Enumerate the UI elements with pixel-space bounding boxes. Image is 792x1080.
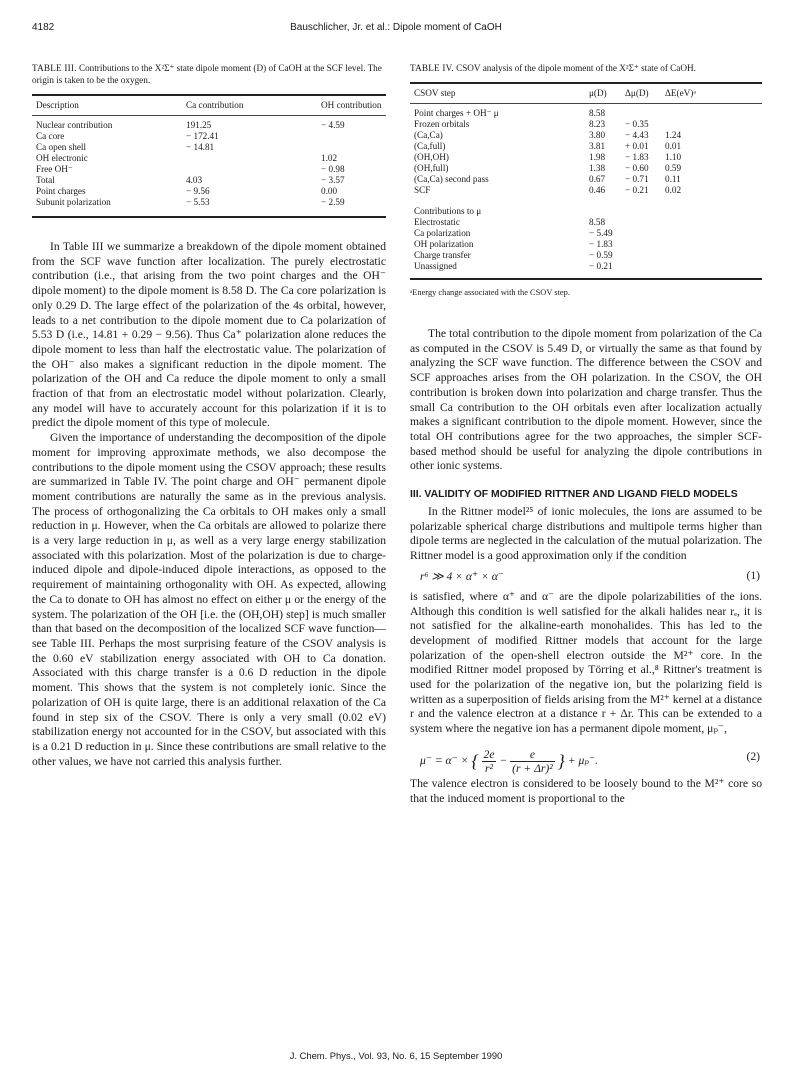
table3-oh-cell: − 4.59 bbox=[321, 120, 345, 130]
table4-step-cell: (Ca,Ca) second pass bbox=[414, 174, 489, 184]
table4-contrib-label-cell: OH polarization bbox=[414, 239, 474, 249]
right-paragraph-1: The total contribution to the dipole moment from polarization of the Ca as computed in the CSOV is 5.49 D, or virtually the same as that found by analyzing the SCF wave function. The difference between the CSOV and SCF approaches arises from the OH polarization. In the CSOV, the OH contribution is broken down into polarization and charge transfer. Thus the small Ca contribution to the OH orbitals even after localization actually makes a significant contribution to the dipole moment. However, since the total OH contributions agree for the two approaches, the simpler SCF-based method should be useful for analyzing the dipole contributions in other ionic systems. bbox=[410, 327, 762, 473]
equation-1-number: (1) bbox=[746, 568, 760, 582]
right-paragraph-4: The valence electron is considered to be loosely bound to the M²⁺ core so that the induced moment is proportional to the bbox=[410, 776, 762, 805]
equation-2-frac-2-num: e bbox=[510, 748, 555, 762]
table4-caption-text: CSOV analysis of the dipole moment of the X²Σ⁺ state of CaOH. bbox=[456, 63, 696, 73]
table4-bottom-rule bbox=[410, 278, 762, 280]
table-row bbox=[410, 250, 762, 261]
table4-dmu-cell: − 0.71 bbox=[625, 174, 649, 184]
table3-ca-cell: − 172.41 bbox=[186, 131, 219, 141]
table4-mu-cell: 0.67 bbox=[589, 174, 606, 184]
table4-contrib-mu-cell: − 1.83 bbox=[589, 239, 613, 249]
table4-de-cell bbox=[665, 108, 762, 119]
table3-caption-text: Contributions to the X²Σ⁺ state dipole moment (D) of CaOH at the SCF level. The origin is taken to be the oxygen. bbox=[32, 63, 382, 85]
table4-dmu-cell: − 1.83 bbox=[625, 152, 649, 162]
left-paragraph-1: In Table III we summarize a breakdown of the dipole moment obtained from the SCF wave function after localization. The purely electrostatic contribution (i.e., that arising from the two point charges and the OH⁻ dipole moment) to the dipole moment is 8.58 D. The Ca core polarization is only 0.29 D. The large effect of the polarization of the 4s orbital, however, leads to a net contribution to the dipole moment due to Ca polarization of 5.53 D (i.e., 14.81 + 0.29 − 9.56). Thus Ca⁺ polarization alone reduces the dipole moment to less than half the electrostatic value. The polarization of the OH⁻ also makes a significant reduction in the dipole moment. The polarization of the OH and Ca reduce the dipole moment to only a small fraction of that from an electrostatic model without polarization. Clearly, any model will have to accurately account for this polarization if it is to predict the dipole moment of this type of molecule. bbox=[32, 240, 386, 430]
table4-contrib-mu-cell: − 0.59 bbox=[589, 250, 613, 260]
table3-description-cell: Nuclear contribution bbox=[36, 120, 113, 130]
table4-mu-cell: 3.80 bbox=[589, 130, 606, 140]
table4-dmu-cell: + 0.01 bbox=[625, 141, 649, 151]
table-row bbox=[410, 239, 762, 250]
table4-mu-cell: 0.46 bbox=[589, 185, 606, 195]
table-row bbox=[32, 175, 386, 186]
table-row bbox=[410, 261, 762, 272]
table3-header-ca: Ca contribution bbox=[186, 100, 244, 110]
table4-de-cell: 1.24 bbox=[665, 130, 682, 140]
table3-oh-cell: 1.02 bbox=[321, 153, 338, 163]
table3-oh-cell: − 3.57 bbox=[321, 175, 345, 185]
page-header bbox=[32, 22, 760, 36]
table4-de-cell: 0.02 bbox=[665, 185, 682, 195]
table4-mu-cell: 8.58 bbox=[589, 108, 606, 118]
table4-step-cell: (OH,OH) bbox=[414, 152, 449, 162]
table3-ca-cell: 191.25 bbox=[186, 120, 212, 130]
table3-description-cell: Point charges bbox=[36, 186, 86, 196]
equation-1-expression: r⁶ ≫ 4 × α⁺ × α⁻ bbox=[420, 569, 504, 583]
table4-de-cell: 0.59 bbox=[665, 163, 682, 173]
table3-description-cell: Total bbox=[36, 175, 55, 185]
table3-oh-cell: 0.00 bbox=[321, 186, 338, 196]
table3-ca-cell: 4.03 bbox=[186, 175, 203, 185]
equation-2-frac-1 bbox=[482, 748, 497, 775]
table-row bbox=[410, 152, 762, 163]
table4-contrib-label-cell: Charge transfer bbox=[414, 250, 471, 260]
table4-header-dmu: Δμ(D) bbox=[625, 88, 649, 98]
equation-2-rhs: + μₚ⁻. bbox=[567, 754, 598, 768]
table3-oh-cell: − 2.59 bbox=[321, 197, 345, 207]
table3-oh-cell bbox=[301, 142, 386, 153]
table4-step-cell: Frozen orbitals bbox=[414, 119, 470, 129]
left-paragraph-2: Given the importance of understanding the decomposition of the dipole moment for improving approximate methods, we also decompose the contributions to the dipole moment using the CSOV approach; these results are summarized in Table IV. The point charge and OH⁻ permanent dipole moment contributions are naturally the same as in the previous analysis. The process of orthogonalizing the Ca orbitals to OH makes only a small reduction in μ. However, when the Ca orbitals are allowed to polarize there is a very large reduction in μ, as well as a very large energy stabilization associated with this polarization. Most of the polarization is due to charge-induced dipole and dipole-induced dipole interactions, as opposed to the requirement of maintaining orthogonality with OH. As expected, allowing the Ca to donate to OH has almost no effect on either μ or the energy of the system. The polarization of the OH [i.e. the (OH,OH) step] is much smaller than that based on the decomposition of the localized SCF wave function—see Table III. Perhaps the most surprising feature of the CSOV analysis is the 0.60 eV stabilization energy associated with OH to Ca donation. Associated with this charge transfer is a 0.6 D reduction in the dipole moment. This shows that the system is not completely ionic. Since the polarization of OH is quite large, there is an additional relaxation of the Ca found in step six of the CSOV. There is only a very small (0.02 eV) stabilization energy not accounted for in the CSOV, but associated with this is a 0.21 D reduction in μ. Since these contributions are small relative to the other values, we have not carried this analysis further. bbox=[32, 431, 386, 768]
table3-ca-cell bbox=[156, 164, 301, 175]
table-row bbox=[410, 141, 762, 152]
left-column bbox=[32, 62, 386, 769]
table4-contrib-title: Contributions to μ bbox=[414, 206, 482, 216]
table4-contrib-mu-cell: − 0.21 bbox=[589, 261, 613, 271]
table4-footnote: ᵃEnergy change associated with the CSOV step. bbox=[410, 288, 570, 297]
page-footer: J. Chem. Phys., Vol. 93, No. 6, 15 September 1990 bbox=[289, 1050, 503, 1061]
equation-2-frac-2-den: (r + Δr)² bbox=[512, 761, 553, 775]
equation-2-frac-1-num: 2e bbox=[483, 747, 495, 761]
table4-caption bbox=[410, 62, 762, 74]
table4-header-step: CSOV step bbox=[414, 88, 456, 98]
table4-contrib-mu-cell: − 5.49 bbox=[589, 228, 613, 238]
table4-dmu-cell: − 0.35 bbox=[625, 119, 649, 129]
table4-de-cell: 0.11 bbox=[665, 174, 681, 184]
table-row bbox=[410, 217, 762, 228]
table3-header-description: Description bbox=[36, 100, 79, 110]
table3-description-cell: Ca core bbox=[36, 131, 65, 141]
table3-ca-cell bbox=[156, 153, 301, 164]
table4-step-cell: (Ca,Ca) bbox=[414, 130, 443, 140]
table3-label: TABLE III. bbox=[32, 63, 77, 73]
table4-mu-cell: 1.98 bbox=[589, 152, 606, 162]
table-row bbox=[410, 108, 762, 119]
table4-dmu-cell: − 0.21 bbox=[625, 185, 649, 195]
table-row bbox=[410, 228, 762, 239]
table4-mu-cell: 3.81 bbox=[589, 141, 606, 151]
table-row bbox=[410, 119, 762, 130]
table3-caption bbox=[32, 62, 386, 86]
table3-oh-cell: − 0.98 bbox=[321, 164, 345, 174]
table3-oh-cell bbox=[301, 131, 386, 142]
table-row bbox=[32, 120, 386, 131]
table3-description-cell: OH electronic bbox=[36, 153, 88, 163]
table4-de-cell: 1.10 bbox=[665, 152, 682, 162]
table3-header-oh: OH contribution bbox=[321, 100, 382, 110]
table-row bbox=[32, 186, 386, 197]
equation-2: μ⁻ = α⁻ × { $\frac{2e}{\text{r²}}$ − $\frac{e}{\text{(r + Δr)²}}$ } + μₚ⁻. (2) bbox=[420, 747, 760, 775]
equation-2-frac-1-den: r² bbox=[484, 761, 493, 775]
table4-mu-cell: 8.23 bbox=[589, 119, 606, 129]
running-head: Bauschlicher, Jr. et al.: Dipole moment of CaOH bbox=[290, 22, 502, 33]
table-row bbox=[32, 153, 386, 164]
table4-contrib-mu-cell: 8.58 bbox=[589, 217, 606, 227]
table-row bbox=[32, 142, 386, 153]
table-row bbox=[410, 206, 762, 217]
table4-step-cell: SCF bbox=[414, 185, 431, 195]
table4-mu-cell: 1.38 bbox=[589, 163, 606, 173]
table4-header-de: ΔE(eV)ᵃ bbox=[665, 88, 696, 98]
table3-description-cell: Free OH⁻ bbox=[36, 164, 73, 174]
table-row bbox=[32, 164, 386, 175]
equation-2-lhs: μ⁻ = α⁻ × bbox=[420, 754, 469, 768]
page-number: 4182 bbox=[32, 22, 55, 33]
table-row bbox=[410, 163, 762, 174]
table-row bbox=[32, 197, 386, 208]
table4-contrib-label-cell: Electrostatic bbox=[414, 217, 460, 227]
table3-ca-cell: − 9.56 bbox=[186, 186, 210, 196]
table3-bottom-rule bbox=[32, 216, 386, 218]
table3-ca-cell: − 5.53 bbox=[186, 197, 210, 207]
table4-step-cell: Point charges + OH⁻ μ bbox=[414, 108, 499, 118]
table4-label: TABLE IV. bbox=[410, 63, 454, 73]
table4 bbox=[410, 82, 762, 272]
table4-de-cell bbox=[665, 119, 762, 130]
table4-step-cell: (Ca,full) bbox=[414, 141, 446, 151]
table4-dmu-cell bbox=[625, 108, 665, 119]
equation-1 bbox=[410, 567, 762, 587]
table-row bbox=[410, 185, 762, 196]
table4-header-mu: μ(D) bbox=[589, 88, 607, 98]
table-row bbox=[32, 131, 386, 142]
table4-dmu-cell: − 0.60 bbox=[625, 163, 649, 173]
table4-contrib-label-cell: Unassigned bbox=[414, 261, 457, 271]
equation-2-number: (2) bbox=[746, 749, 760, 763]
table-row bbox=[410, 174, 762, 185]
table3-description-cell: Ca open shell bbox=[36, 142, 87, 152]
table4-de-cell: 0.01 bbox=[665, 141, 682, 151]
table3-ca-cell: − 14.81 bbox=[186, 142, 215, 152]
table3-description-cell: Subunit polarization bbox=[36, 197, 111, 207]
equation-2-frac-2 bbox=[510, 748, 555, 775]
right-column bbox=[410, 62, 762, 806]
section-heading: III. VALIDITY OF MODIFIED RITTNER AND LIGAND FIELD MODELS bbox=[410, 489, 738, 501]
right-paragraph-2: In the Rittner model²⁵ of ionic molecules, the ions are assumed to be polarizable spherical charge distributions and multipole terms higher than dipole terms are neglected in the calculation of the mutual polarization. The Rittner model is a good approximation only if the condition bbox=[410, 505, 762, 563]
right-paragraph-3: is satisfied, where α⁺ and α⁻ are the dipole polarizabilities of the ions. Although this condition is well satisfied for the alkali halides near rₑ, it is not satisfied for the alkaline-earth monohalides. This has led to the development of modified Rittner models that account for the large polarization of the open-shell electron outside the M²⁺ core. In the modified Rittner model proposed by Törring et al.,⁸ Rittner's treatment is used for the polarization of the negative ion, but the polarizing field is written as a superposition of fields arising from the M²⁺ kernel at a distance r and the valence electron at a distance r + Δr. This can be extended to a system where the negative ion has a permanent dipole moment, μₚ⁻, bbox=[410, 589, 762, 736]
table4-contrib-label-cell: Ca polarization bbox=[414, 228, 471, 238]
table3 bbox=[32, 94, 386, 208]
table4-step-cell: (OH,full) bbox=[414, 163, 449, 173]
table-row bbox=[410, 130, 762, 141]
table4-dmu-cell: − 4.43 bbox=[625, 130, 649, 140]
